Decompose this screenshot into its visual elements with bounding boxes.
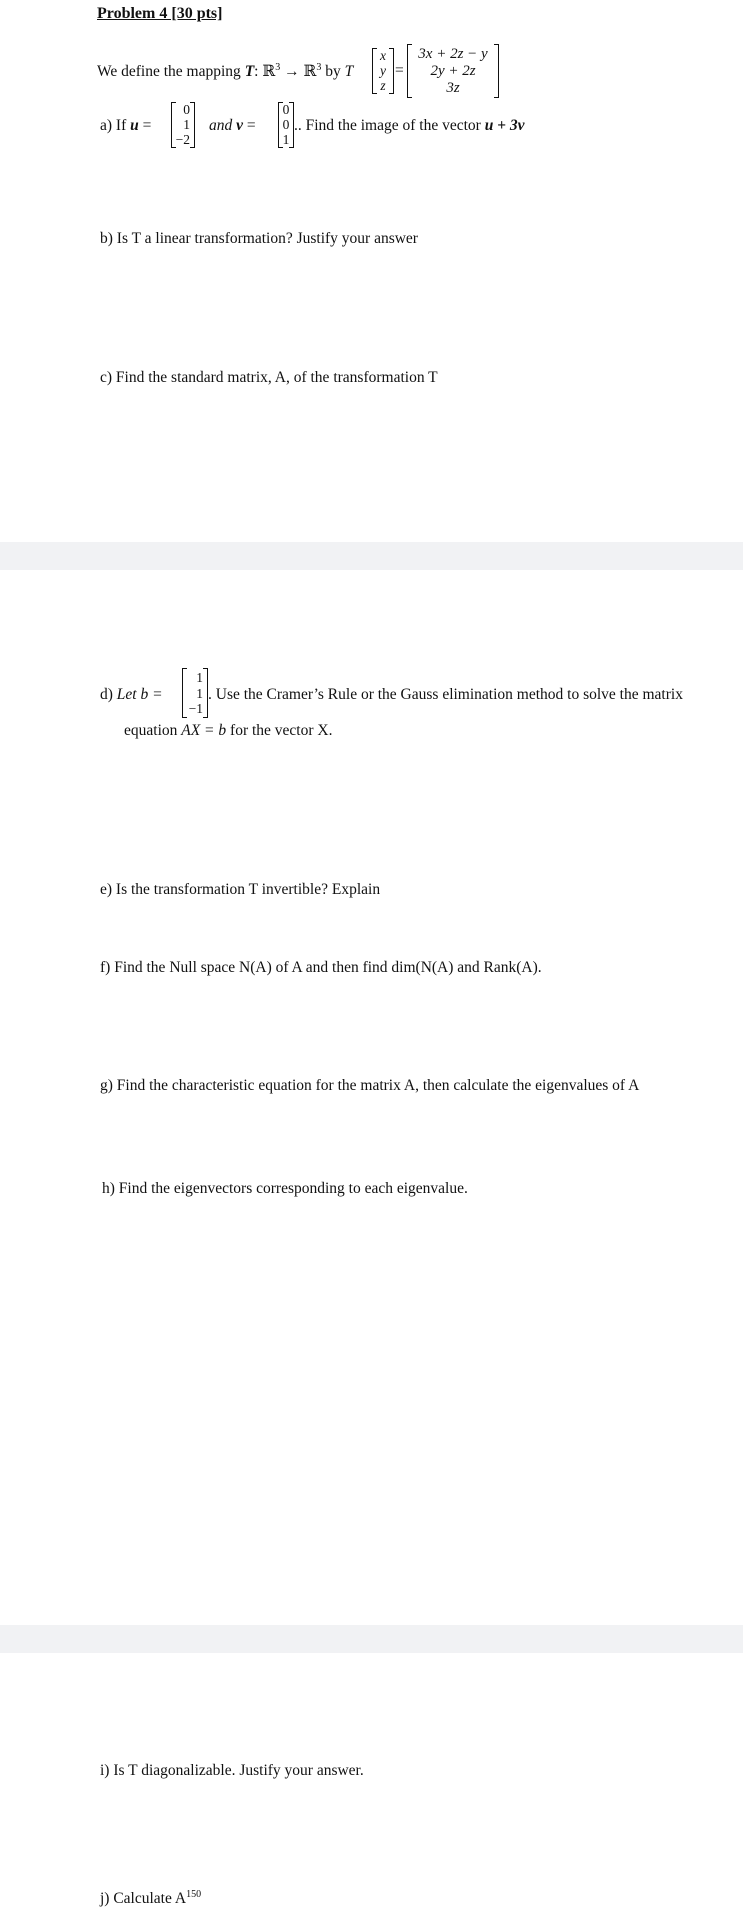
part-e: e) Is the transformation T invertible? Explain	[100, 881, 381, 898]
part-h: h) Find the eigenvectors corresponding to each eigenvalue.	[102, 1180, 468, 1197]
part-a-and-v: and v =	[209, 117, 256, 134]
part-d-line2: equation AX = b for the vector X.	[124, 722, 333, 739]
part-a-label: a) If u =	[100, 117, 152, 134]
intro-equals: =	[395, 62, 404, 79]
part-c: c) Find the standard matrix, A, of the transformation T	[100, 369, 438, 386]
page-break-2	[0, 1625, 743, 1653]
page-break-1	[0, 542, 743, 570]
intro-text: We define the mapping T: ℝ$^3$ → ℝ$^3$ by T	[97, 62, 354, 81]
b-vector: 1 1 −1	[182, 668, 208, 718]
output-vector: 3x + 2z − y 2y + 2z 3z	[407, 44, 499, 98]
part-j: j) Calculate $A^{150}$	[100, 1889, 202, 1908]
part-g: g) Find the characteristic equation for the matrix A, then calculate the eigenvalues of A	[100, 1077, 640, 1094]
part-a-question: .. Find the image of the vector u + 3v	[294, 117, 525, 134]
part-f: f) Find the Null space N(A) of A and then find dim(N(A) and Rank(A).	[100, 959, 542, 976]
part-b: b) Is T a linear transformation? Justify your answer	[100, 230, 418, 247]
u-vector: 0 1 −2	[171, 102, 195, 148]
input-vector: x y z	[372, 48, 394, 94]
part-d-text: . Use the Cramer’s Rule or the Gauss elimination method to solve the matrix	[208, 686, 683, 703]
problem-title: Problem 4 [30 pts]	[97, 5, 223, 22]
part-d-label: d) Let b =	[100, 686, 163, 703]
part-i: i) Is T diagonalizable. Justify your answer.	[100, 1762, 364, 1779]
v-vector: 0 0 1	[278, 102, 294, 148]
